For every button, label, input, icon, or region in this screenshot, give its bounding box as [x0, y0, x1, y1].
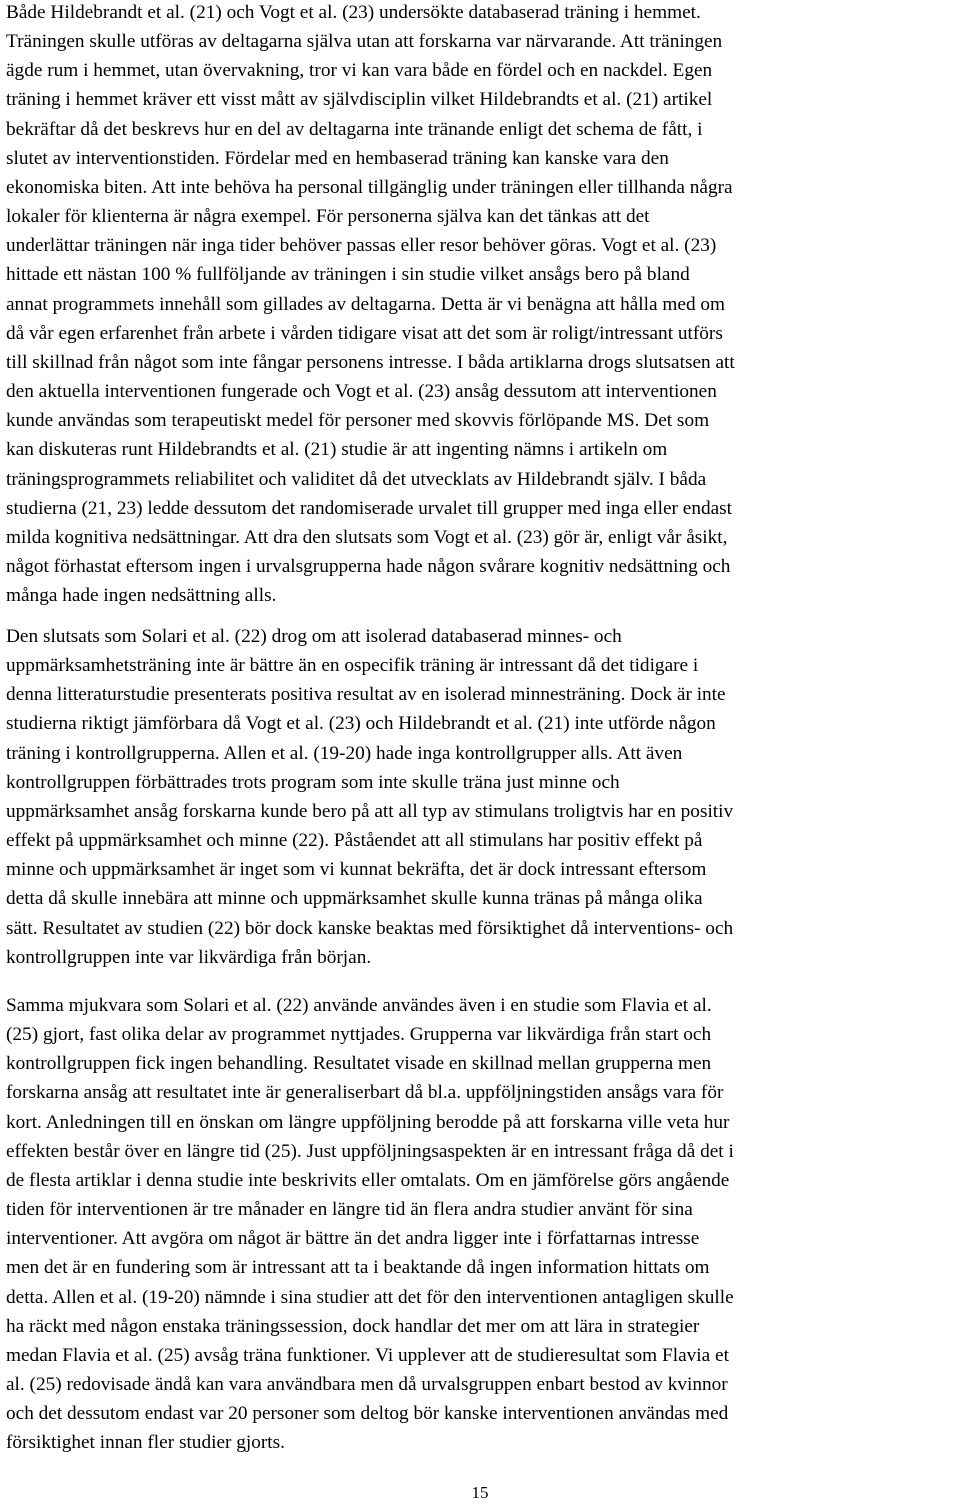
text-line: detta. Allen et al. (19-20) nämnde i sina studier att det för den interventionen antagligen skulle: [6, 1286, 734, 1308]
paragraph: [6, 0, 735, 610]
text-line: ha räckt med någon enstaka träningssession, dock handlar det mer om att lära in strategier: [6, 1315, 700, 1337]
text-line: sätt. Resultatet av studien (22) bör dock kanske beaktas med försiktighet då interventions- och: [6, 917, 734, 939]
text-line: studierna (21, 23) ledde dessutom det randomiserade urvalet till grupper med inga eller endast: [6, 497, 733, 519]
text-line: al. (25) redovisade ändå kan vara användbara men då urvalsgruppen enbart bestod av kvinnor: [6, 1374, 728, 1396]
text-line: och det dessutom endast var 20 personer som deltog bör kanske interventionen användas med: [6, 1403, 729, 1425]
text-line: slutet av interventionstiden. Fördelar med en hembaserad träning kan kanske vara den: [6, 147, 669, 169]
text-line: många hade ingen nedsättning alls.: [6, 585, 277, 607]
text-line: något förhastat eftersom ingen i urvalsgrupperna hade någon svårare kognitiv nedsättning och: [6, 555, 731, 577]
text-line: (25) gjort, fast olika delar av programmet nyttjades. Grupperna var likvärdiga från start och: [6, 1024, 712, 1046]
text-line: forskarna ansåg att resultatet inte är generaliserbart då bl.a. uppföljningstiden ansågs vara för: [6, 1082, 724, 1104]
text-line: Träningen skulle utföras av deltagarna själva utan att forskarna var närvarande. Att träningen: [6, 31, 723, 53]
text-line: milda kognitiva nedsättningar. Att dra den slutsats som Vogt et al. (23) gör är, enligt vår åsikt,: [6, 526, 728, 548]
text-line: Samma mjukvara som Solari et al. (22) använde användes även i en studie som Flavia et al.: [6, 995, 712, 1016]
text-line: kontrollgruppen inte var likvärdiga från början.: [6, 946, 372, 968]
text-line: kan diskuteras runt Hildebrandts et al. (21) studie är att ingenting nämns i artikeln om: [6, 439, 668, 461]
text-line: Den slutsats som Solari et al. (22) drog om att isolerad databaserad minnes- och: [6, 626, 622, 647]
text-line: uppmärksamhetsträning inte är bättre än en ospecifik träning är intressant då det tidigare i: [6, 655, 699, 677]
text-line: studierna riktigt jämförbara då Vogt et al. (23) och Hildebrandt et al. (21) inte utförde någon: [6, 713, 716, 735]
paragraph: [6, 991, 734, 1458]
text-line: effekt på uppmärksamhet och minne (22). Påståendet att all stimulans har positiv effekt på: [6, 830, 703, 852]
text-line: annat programmets innehåll som gillades av deltagarna. Detta är vi benägna att hålla med om: [6, 293, 726, 315]
text-line: träning i kontrollgrupperna. Allen et al. (19-20) hade inga kontrollgrupper alls. Att även: [6, 742, 683, 764]
text-line: interventioner. Att avgöra om något är bättre än det andra ligger inte i författarnas intresse: [6, 1228, 700, 1250]
text-line: till skillnad från något som inte fångar personens intresse. I båda artiklarna drogs slutsatsen att: [6, 351, 735, 373]
text-line: den aktuella interventionen fungerade och Vogt et al. (23) ansåg dessutom att interventionen: [6, 381, 717, 403]
text-line: de flesta artiklar i denna studie inte beskrivits eller omtalats. Om en jämförelse görs angående: [6, 1169, 730, 1191]
text-line: då vår egen erfarenhet från arbete i vården tidigare visat att det som är roligt/intressant utförs: [6, 322, 723, 344]
text-line: lokaler för klienterna är några exempel. För personerna själva kan det tänkas att det: [6, 206, 650, 228]
text-line: men det är en fundering som är intressant att ta i beaktande då ingen information hittats om: [6, 1257, 710, 1279]
text-line: hittade ett nästan 100 % fullföljande av träningen i sin studie vilket ansågs bero på bland: [6, 264, 690, 286]
text-line: detta då skulle innebära att minne och uppmärksamhet skulle kunna tränas på många olika: [6, 888, 703, 910]
text-line: ekonomiska biten. Att inte behöva ha personal tillgänglig under träningen eller tillhanda några: [6, 176, 733, 198]
text-line: försiktighet innan fler studier gjorts.: [6, 1432, 285, 1454]
text-line: tiden för interventionen är tre månader en längre tid än flera andra studier använt för sina: [6, 1199, 693, 1221]
text-line: träningsprogrammets reliabilitet och validitet då det utvecklats av Hildebrandt själv. I båda: [6, 468, 707, 490]
text-line: uppmärksamhet ansåg forskarna kunde bero på att all typ av stimulans troligtvis har en positiv: [6, 800, 734, 822]
text-line: träning i hemmet kräver ett visst mått av självdisciplin vilket Hildebrandts et al. (21) artikel: [6, 89, 713, 111]
page-number: 15: [471, 1483, 489, 1502]
text-line: kort. Anledningen till en önskan om längre uppföljning berodde på att forskarna ville veta hur: [6, 1111, 730, 1133]
text-line: kunde användas som terapeutiskt medel för personer med skovvis förlöpande MS. Det som: [6, 410, 710, 432]
text-line: effekten består över en längre tid (25). Just uppföljningsaspekten är en intressant fråga då det i: [6, 1140, 734, 1162]
text-line: kontrollgruppen förbättrades trots program som inte skulle träna just minne och: [6, 771, 620, 793]
text-line: medan Flavia et al. (25) avsåg träna funktioner. Vi upplever att de studieresultat som Flavia et: [6, 1344, 729, 1366]
text-line: underlättar träningen när inga tider behöver passas eller resor behöver göras. Vogt et al. (23): [6, 235, 717, 257]
text-line: denna litteraturstudie presenterats positiva resultat av en isolerad minnesträning. Dock är inte: [6, 684, 726, 706]
text-line: Både Hildebrandt et al. (21) och Vogt et al. (23) undersökte databaserad träning i hemmet.: [6, 2, 701, 23]
text-line: minne och uppmärksamhet är inget som vi kunnat bekräfta, det är dock intressant eftersom: [6, 859, 707, 881]
text-line: kontrollgruppen fick ingen behandling. Resultatet visade en skillnad mellan grupperna men: [6, 1053, 712, 1075]
paragraph: [6, 622, 733, 972]
text-line: bekräftar då det beskrevs hur en del av deltagarna inte tränande enligt det schema de fått, i: [6, 118, 703, 140]
text-line: ägde rum i hemmet, utan övervakning, tror vi kan vara både en fördel och en nackdel. Egen: [6, 60, 713, 82]
